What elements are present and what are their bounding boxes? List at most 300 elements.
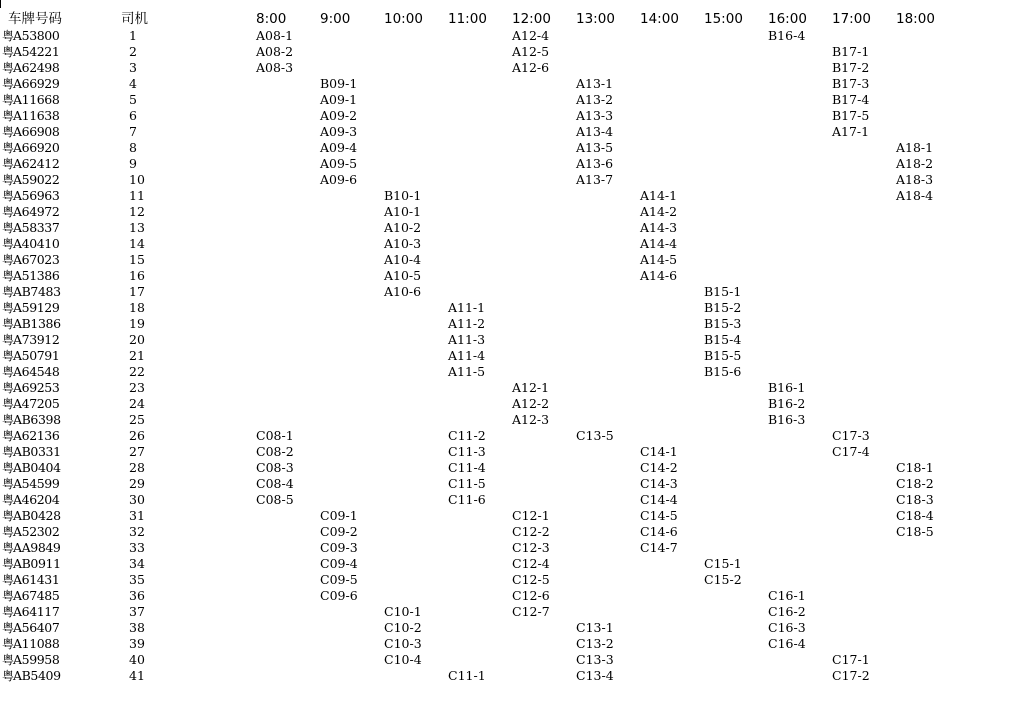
plate-number-cell: [2, 572, 59, 588]
plate-prefix: 粤: [2, 397, 14, 411]
table-row: [0, 300, 1009, 316]
trip-code-cell: C14-2: [640, 460, 678, 475]
trip-code-cell: B16-4: [768, 28, 806, 43]
table-row: [0, 156, 1009, 172]
trip-code-cell: A12-1: [512, 380, 550, 395]
table-row: [0, 140, 1009, 156]
driver-number-cell: 34: [129, 556, 145, 571]
plate-prefix: 粤: [2, 189, 14, 203]
plate-prefix: 粤: [2, 461, 14, 475]
plate-number: A46204: [13, 492, 60, 507]
plate-number-cell: [2, 476, 59, 492]
plate-prefix: 粤: [2, 45, 14, 59]
trip-code-cell: B15-2: [704, 300, 742, 315]
plate-number-cell: [2, 156, 59, 172]
plate-prefix: 粤: [2, 237, 14, 251]
trip-code-cell: C12-6: [512, 588, 550, 603]
plate-number: A62498: [13, 60, 60, 75]
trip-code-cell: A13-2: [576, 92, 614, 107]
plate-number-cell: [2, 428, 59, 444]
trip-code-cell: C09-6: [320, 588, 358, 603]
plate-number-cell: [2, 220, 59, 236]
trip-code-cell: A12-4: [512, 28, 550, 43]
plate-prefix: 粤: [2, 221, 14, 235]
driver-number-cell: 3: [129, 60, 137, 75]
table-row: [0, 428, 1009, 444]
plate-number-cell: [2, 108, 59, 124]
table-row: [0, 492, 1009, 508]
time-header: 17:00: [832, 11, 871, 27]
plate-number-cell: [2, 636, 59, 652]
time-header: 11:00: [448, 11, 487, 27]
trip-code-cell: C09-2: [320, 524, 358, 539]
plate-number: AB1386: [13, 316, 61, 331]
plate-prefix: 粤: [2, 589, 14, 603]
trip-code-cell: C14-4: [640, 492, 678, 507]
driver-number-cell: 6: [129, 108, 137, 123]
plate-prefix: 粤: [2, 557, 14, 571]
table-row: [0, 60, 1009, 76]
plate-number-cell: [2, 204, 59, 220]
plate-number-cell: [2, 300, 59, 316]
driver-number-cell: 7: [129, 124, 137, 139]
driver-number-cell: 27: [129, 444, 145, 459]
table-row: [0, 284, 1009, 300]
table-row: [0, 460, 1009, 476]
driver-number-cell: 1: [129, 28, 137, 43]
trip-code-cell: C11-5: [448, 476, 486, 491]
trip-code-cell: A14-1: [640, 188, 678, 203]
table-row: [0, 572, 1009, 588]
trip-code-cell: C09-5: [320, 572, 358, 587]
plate-prefix: 粤: [2, 205, 14, 219]
driver-number-cell: 37: [129, 604, 145, 619]
trip-code-cell: B15-4: [704, 332, 742, 347]
trip-code-cell: C12-1: [512, 508, 550, 523]
driver-number-cell: 30: [129, 492, 145, 507]
plate-number: A73912: [13, 332, 60, 347]
plate-prefix: 粤: [2, 477, 14, 491]
trip-code-cell: C16-2: [768, 604, 806, 619]
trip-code-cell: A11-4: [448, 348, 486, 363]
plate-prefix: 粤: [2, 669, 14, 683]
trip-code-cell: C11-6: [448, 492, 486, 507]
driver-number-cell: 39: [129, 636, 145, 651]
header-row: [0, 11, 1009, 27]
plate-number-cell: [2, 188, 59, 204]
plate-number-cell: [2, 348, 59, 364]
trip-code-cell: C14-5: [640, 508, 678, 523]
driver-number-cell: 2: [129, 44, 137, 59]
plate-number-cell: [2, 316, 61, 332]
driver-number-cell: 36: [129, 588, 145, 603]
trip-code-cell: B17-1: [832, 44, 870, 59]
trip-code-cell: B16-1: [768, 380, 806, 395]
trip-code-cell: C14-3: [640, 476, 678, 491]
driver-number-cell: 35: [129, 572, 145, 587]
table-row: [0, 268, 1009, 284]
plate-number: A64548: [13, 364, 60, 379]
table-row: [0, 604, 1009, 620]
plate-prefix: 粤: [2, 141, 14, 155]
trip-code-cell: A14-5: [640, 252, 678, 267]
driver-number-cell: 21: [129, 348, 145, 363]
table-row: [0, 252, 1009, 268]
plate-number: A69253: [13, 380, 60, 395]
trip-code-cell: C18-2: [896, 476, 934, 491]
plate-number: A54599: [13, 476, 60, 491]
trip-code-cell: B17-4: [832, 92, 870, 107]
trip-code-cell: A13-1: [576, 76, 614, 91]
trip-code-cell: A11-5: [448, 364, 486, 379]
trip-code-cell: C12-7: [512, 604, 550, 619]
driver-number-cell: 31: [129, 508, 145, 523]
trip-code-cell: A10-6: [384, 284, 422, 299]
plate-number: A51386: [13, 268, 60, 283]
trip-code-cell: C12-5: [512, 572, 550, 587]
plate-number: AB0428: [13, 508, 61, 523]
table-row: [0, 92, 1009, 108]
trip-code-cell: C09-3: [320, 540, 358, 555]
driver-number-cell: 18: [129, 300, 145, 315]
trip-code-cell: C17-1: [832, 652, 870, 667]
plate-number: AB6398: [13, 412, 61, 427]
trip-code-cell: C13-5: [576, 428, 614, 443]
text-cursor: [0, 0, 1, 8]
plate-number-cell: [2, 140, 59, 156]
trip-code-cell: C10-2: [384, 620, 422, 635]
plate-prefix: 粤: [2, 413, 14, 427]
plate-number-cell: [2, 652, 59, 668]
trip-code-cell: A08-2: [256, 44, 294, 59]
trip-code-cell: C16-3: [768, 620, 806, 635]
plate-prefix: 粤: [2, 637, 14, 651]
trip-code-cell: C15-2: [704, 572, 742, 587]
trip-code-cell: A13-7: [576, 172, 614, 187]
driver-number-cell: 25: [129, 412, 145, 427]
trip-code-cell: B17-3: [832, 76, 870, 91]
plate-number: A56407: [13, 620, 60, 635]
plate-number: AB7483: [13, 284, 61, 299]
driver-number-cell: 8: [129, 140, 137, 155]
table-row: [0, 44, 1009, 60]
plate-prefix: 粤: [2, 285, 14, 299]
plate-prefix: 粤: [2, 381, 14, 395]
trip-code-cell: C11-1: [448, 668, 486, 683]
plate-number: A11638: [13, 108, 60, 123]
trip-code-cell: A18-1: [896, 140, 934, 155]
trip-code-cell: A09-4: [320, 140, 358, 155]
table-row: [0, 316, 1009, 332]
trip-code-cell: A11-1: [448, 300, 486, 315]
driver-number-cell: 26: [129, 428, 145, 443]
plate-number: A54221: [13, 44, 60, 59]
plate-number-cell: [2, 412, 61, 428]
table-row: [0, 124, 1009, 140]
plate-number: AA9849: [13, 540, 61, 555]
plate-number: A66920: [13, 140, 60, 155]
time-header: 8:00: [256, 11, 287, 27]
trip-code-cell: C13-1: [576, 620, 614, 635]
trip-code-cell: C13-2: [576, 636, 614, 651]
plate-number-cell: [2, 492, 59, 508]
trip-code-cell: A12-2: [512, 396, 550, 411]
plate-prefix: 粤: [2, 349, 14, 363]
trip-code-cell: A10-4: [384, 252, 422, 267]
plate-number-cell: [2, 60, 59, 76]
driver-number-cell: 33: [129, 540, 145, 555]
plate-number-cell: [2, 364, 59, 380]
driver-number-cell: 19: [129, 316, 145, 331]
table-row: [0, 236, 1009, 252]
plate-prefix: 粤: [2, 493, 14, 507]
driver-number-cell: 13: [129, 220, 145, 235]
table-row: [0, 220, 1009, 236]
plate-number: A59022: [13, 172, 60, 187]
plate-number-cell: [2, 556, 61, 572]
trip-code-cell: C14-6: [640, 524, 678, 539]
driver-number-cell: 16: [129, 268, 145, 283]
plate-number-cell: [2, 588, 59, 604]
trip-code-cell: A11-2: [448, 316, 486, 331]
trip-code-cell: C08-3: [256, 460, 294, 475]
table-row: [0, 348, 1009, 364]
plate-prefix: 粤: [2, 269, 14, 283]
plate-number: A52302: [13, 524, 60, 539]
plate-number-cell: [2, 124, 59, 140]
plate-number: A66929: [13, 76, 60, 91]
plate-prefix: 粤: [2, 445, 14, 459]
plate-prefix: 粤: [2, 541, 14, 555]
plate-prefix: 粤: [2, 653, 14, 667]
plate-number-cell: [2, 172, 59, 188]
table-row: [0, 652, 1009, 668]
trip-code-cell: C14-1: [640, 444, 678, 459]
trip-code-cell: A14-2: [640, 204, 678, 219]
plate-number: A59129: [13, 300, 60, 315]
table-row: [0, 380, 1009, 396]
plate-number: A64972: [13, 204, 60, 219]
trip-code-cell: C10-1: [384, 604, 422, 619]
trip-code-cell: C17-3: [832, 428, 870, 443]
driver-number-cell: 10: [129, 172, 145, 187]
table-row: [0, 476, 1009, 492]
trip-code-cell: A12-3: [512, 412, 550, 427]
trip-code-cell: A13-3: [576, 108, 614, 123]
trip-code-cell: C17-4: [832, 444, 870, 459]
driver-number-cell: 15: [129, 252, 145, 267]
plate-prefix: 粤: [2, 365, 14, 379]
trip-code-cell: B17-2: [832, 60, 870, 75]
trip-code-cell: B16-2: [768, 396, 806, 411]
trip-code-cell: B15-6: [704, 364, 742, 379]
trip-code-cell: A09-5: [320, 156, 358, 171]
driver-number-cell: 32: [129, 524, 145, 539]
driver-number-cell: 14: [129, 236, 145, 251]
plate-number-cell: [2, 236, 59, 252]
plate-prefix: 粤: [2, 125, 14, 139]
plate-number-cell: [2, 28, 59, 44]
driver-number-cell: 20: [129, 332, 145, 347]
trip-code-cell: A09-1: [320, 92, 358, 107]
plate-number: AB0331: [13, 444, 61, 459]
trip-code-cell: B09-1: [320, 76, 358, 91]
plate-number-cell: [2, 380, 59, 396]
plate-number: AB0404: [13, 460, 61, 475]
trip-code-cell: A14-6: [640, 268, 678, 283]
trip-code-cell: A18-4: [896, 188, 934, 203]
trip-code-cell: A17-1: [832, 124, 870, 139]
time-header: 10:00: [384, 11, 423, 27]
trip-code-cell: C14-7: [640, 540, 678, 555]
plate-number: A11668: [13, 92, 60, 107]
plate-number: A53800: [13, 28, 60, 43]
plate-prefix: 粤: [2, 29, 14, 43]
trip-code-cell: C08-1: [256, 428, 294, 443]
trip-code-cell: C12-3: [512, 540, 550, 555]
trip-code-cell: C15-1: [704, 556, 742, 571]
plate-prefix: 粤: [2, 333, 14, 347]
trip-code-cell: A18-3: [896, 172, 934, 187]
trip-code-cell: C10-3: [384, 636, 422, 651]
trip-code-cell: A11-3: [448, 332, 486, 347]
trip-code-cell: A10-2: [384, 220, 422, 235]
plate-number-cell: [2, 284, 61, 300]
trip-code-cell: A08-1: [256, 28, 294, 43]
plate-prefix: 粤: [2, 77, 14, 91]
table-row: [0, 364, 1009, 380]
table-row: [0, 188, 1009, 204]
plate-number-cell: [2, 76, 59, 92]
trip-code-cell: A10-5: [384, 268, 422, 283]
driver-number-cell: 28: [129, 460, 145, 475]
plate-number: AB5409: [13, 668, 61, 683]
table-row: [0, 76, 1009, 92]
trip-code-cell: C12-2: [512, 524, 550, 539]
trip-code-cell: A10-1: [384, 204, 422, 219]
trip-code-cell: C11-2: [448, 428, 486, 443]
trip-code-cell: A10-3: [384, 236, 422, 251]
trip-code-cell: C13-4: [576, 668, 614, 683]
plate-number-cell: [2, 92, 59, 108]
driver-number-cell: 22: [129, 364, 145, 379]
trip-code-cell: A12-6: [512, 60, 550, 75]
table-row: [0, 508, 1009, 524]
plate-prefix: 粤: [2, 605, 14, 619]
plate-number: A62136: [13, 428, 60, 443]
trip-code-cell: B15-3: [704, 316, 742, 331]
plate-number-cell: [2, 332, 59, 348]
plate-prefix: 粤: [2, 621, 14, 635]
table-row: [0, 540, 1009, 556]
trip-code-cell: A12-5: [512, 44, 550, 59]
trip-code-cell: B15-1: [704, 284, 742, 299]
plate-prefix: 粤: [2, 317, 14, 331]
driver-number-cell: 4: [129, 76, 137, 91]
plate-number: A11088: [13, 636, 60, 651]
trip-code-cell: C08-5: [256, 492, 294, 507]
plate-number: AB0911: [13, 556, 61, 571]
trip-code-cell: C16-4: [768, 636, 806, 651]
trip-code-cell: A08-3: [256, 60, 294, 75]
plate-number-cell: [2, 540, 60, 556]
driver-number-cell: 38: [129, 620, 145, 635]
trip-code-cell: C17-2: [832, 668, 870, 683]
driver-number-cell: 40: [129, 652, 145, 667]
trip-code-cell: C12-4: [512, 556, 550, 571]
table-row: [0, 668, 1009, 684]
plate-prefix: 粤: [2, 173, 14, 187]
driver-number-cell: 9: [129, 156, 137, 171]
trip-code-cell: A18-2: [896, 156, 934, 171]
plate-prefix: 粤: [2, 525, 14, 539]
table-row: [0, 396, 1009, 412]
trip-code-cell: C13-3: [576, 652, 614, 667]
driver-number-cell: 24: [129, 396, 145, 411]
plate-number-cell: [2, 604, 59, 620]
table-row: [0, 332, 1009, 348]
plate-number: A67485: [13, 588, 60, 603]
table-row: [0, 524, 1009, 540]
trip-code-cell: A13-6: [576, 156, 614, 171]
trip-code-cell: A13-4: [576, 124, 614, 139]
trip-code-cell: C16-1: [768, 588, 806, 603]
trip-code-cell: B17-5: [832, 108, 870, 123]
trip-code-cell: B15-5: [704, 348, 742, 363]
plate-prefix: 粤: [2, 253, 14, 267]
trip-code-cell: A14-4: [640, 236, 678, 251]
trip-code-cell: C09-1: [320, 508, 358, 523]
driver-number-cell: 29: [129, 476, 145, 491]
table-row: [0, 204, 1009, 220]
plate-number-cell: [2, 524, 59, 540]
plate-number: A67023: [13, 252, 60, 267]
plate-number-cell: [2, 508, 61, 524]
plate-prefix: 粤: [2, 573, 14, 587]
plate-number-cell: [2, 396, 59, 412]
trip-code-cell: A09-6: [320, 172, 358, 187]
trip-code-cell: C11-3: [448, 444, 486, 459]
trip-code-cell: A09-2: [320, 108, 358, 123]
trip-code-cell: C08-4: [256, 476, 294, 491]
plate-prefix: 粤: [2, 509, 14, 523]
table-row: [0, 172, 1009, 188]
plate-number: A56963: [13, 188, 60, 203]
trip-code-cell: C18-4: [896, 508, 934, 523]
plate-prefix: 粤: [2, 429, 14, 443]
plate-number: A59958: [13, 652, 60, 667]
trip-code-cell: C11-4: [448, 460, 486, 475]
time-header: 18:00: [896, 11, 935, 27]
plate-number-cell: [2, 252, 59, 268]
time-header: 16:00: [768, 11, 807, 27]
trip-code-cell: C18-5: [896, 524, 934, 539]
table-row: [0, 636, 1009, 652]
trip-code-cell: A14-3: [640, 220, 678, 235]
trip-code-cell: C08-2: [256, 444, 294, 459]
driver-column-header: 司机: [121, 11, 148, 27]
trip-code-cell: B10-1: [384, 188, 422, 203]
trip-code-cell: C10-4: [384, 652, 422, 667]
plate-number-cell: [2, 460, 61, 476]
table-row: [0, 556, 1009, 572]
table-row: [0, 412, 1009, 428]
driver-number-cell: 12: [129, 204, 145, 219]
time-header: 9:00: [320, 11, 351, 27]
plate-number: A62412: [13, 156, 60, 171]
trip-code-cell: C09-4: [320, 556, 358, 571]
plate-prefix: 粤: [2, 301, 14, 315]
